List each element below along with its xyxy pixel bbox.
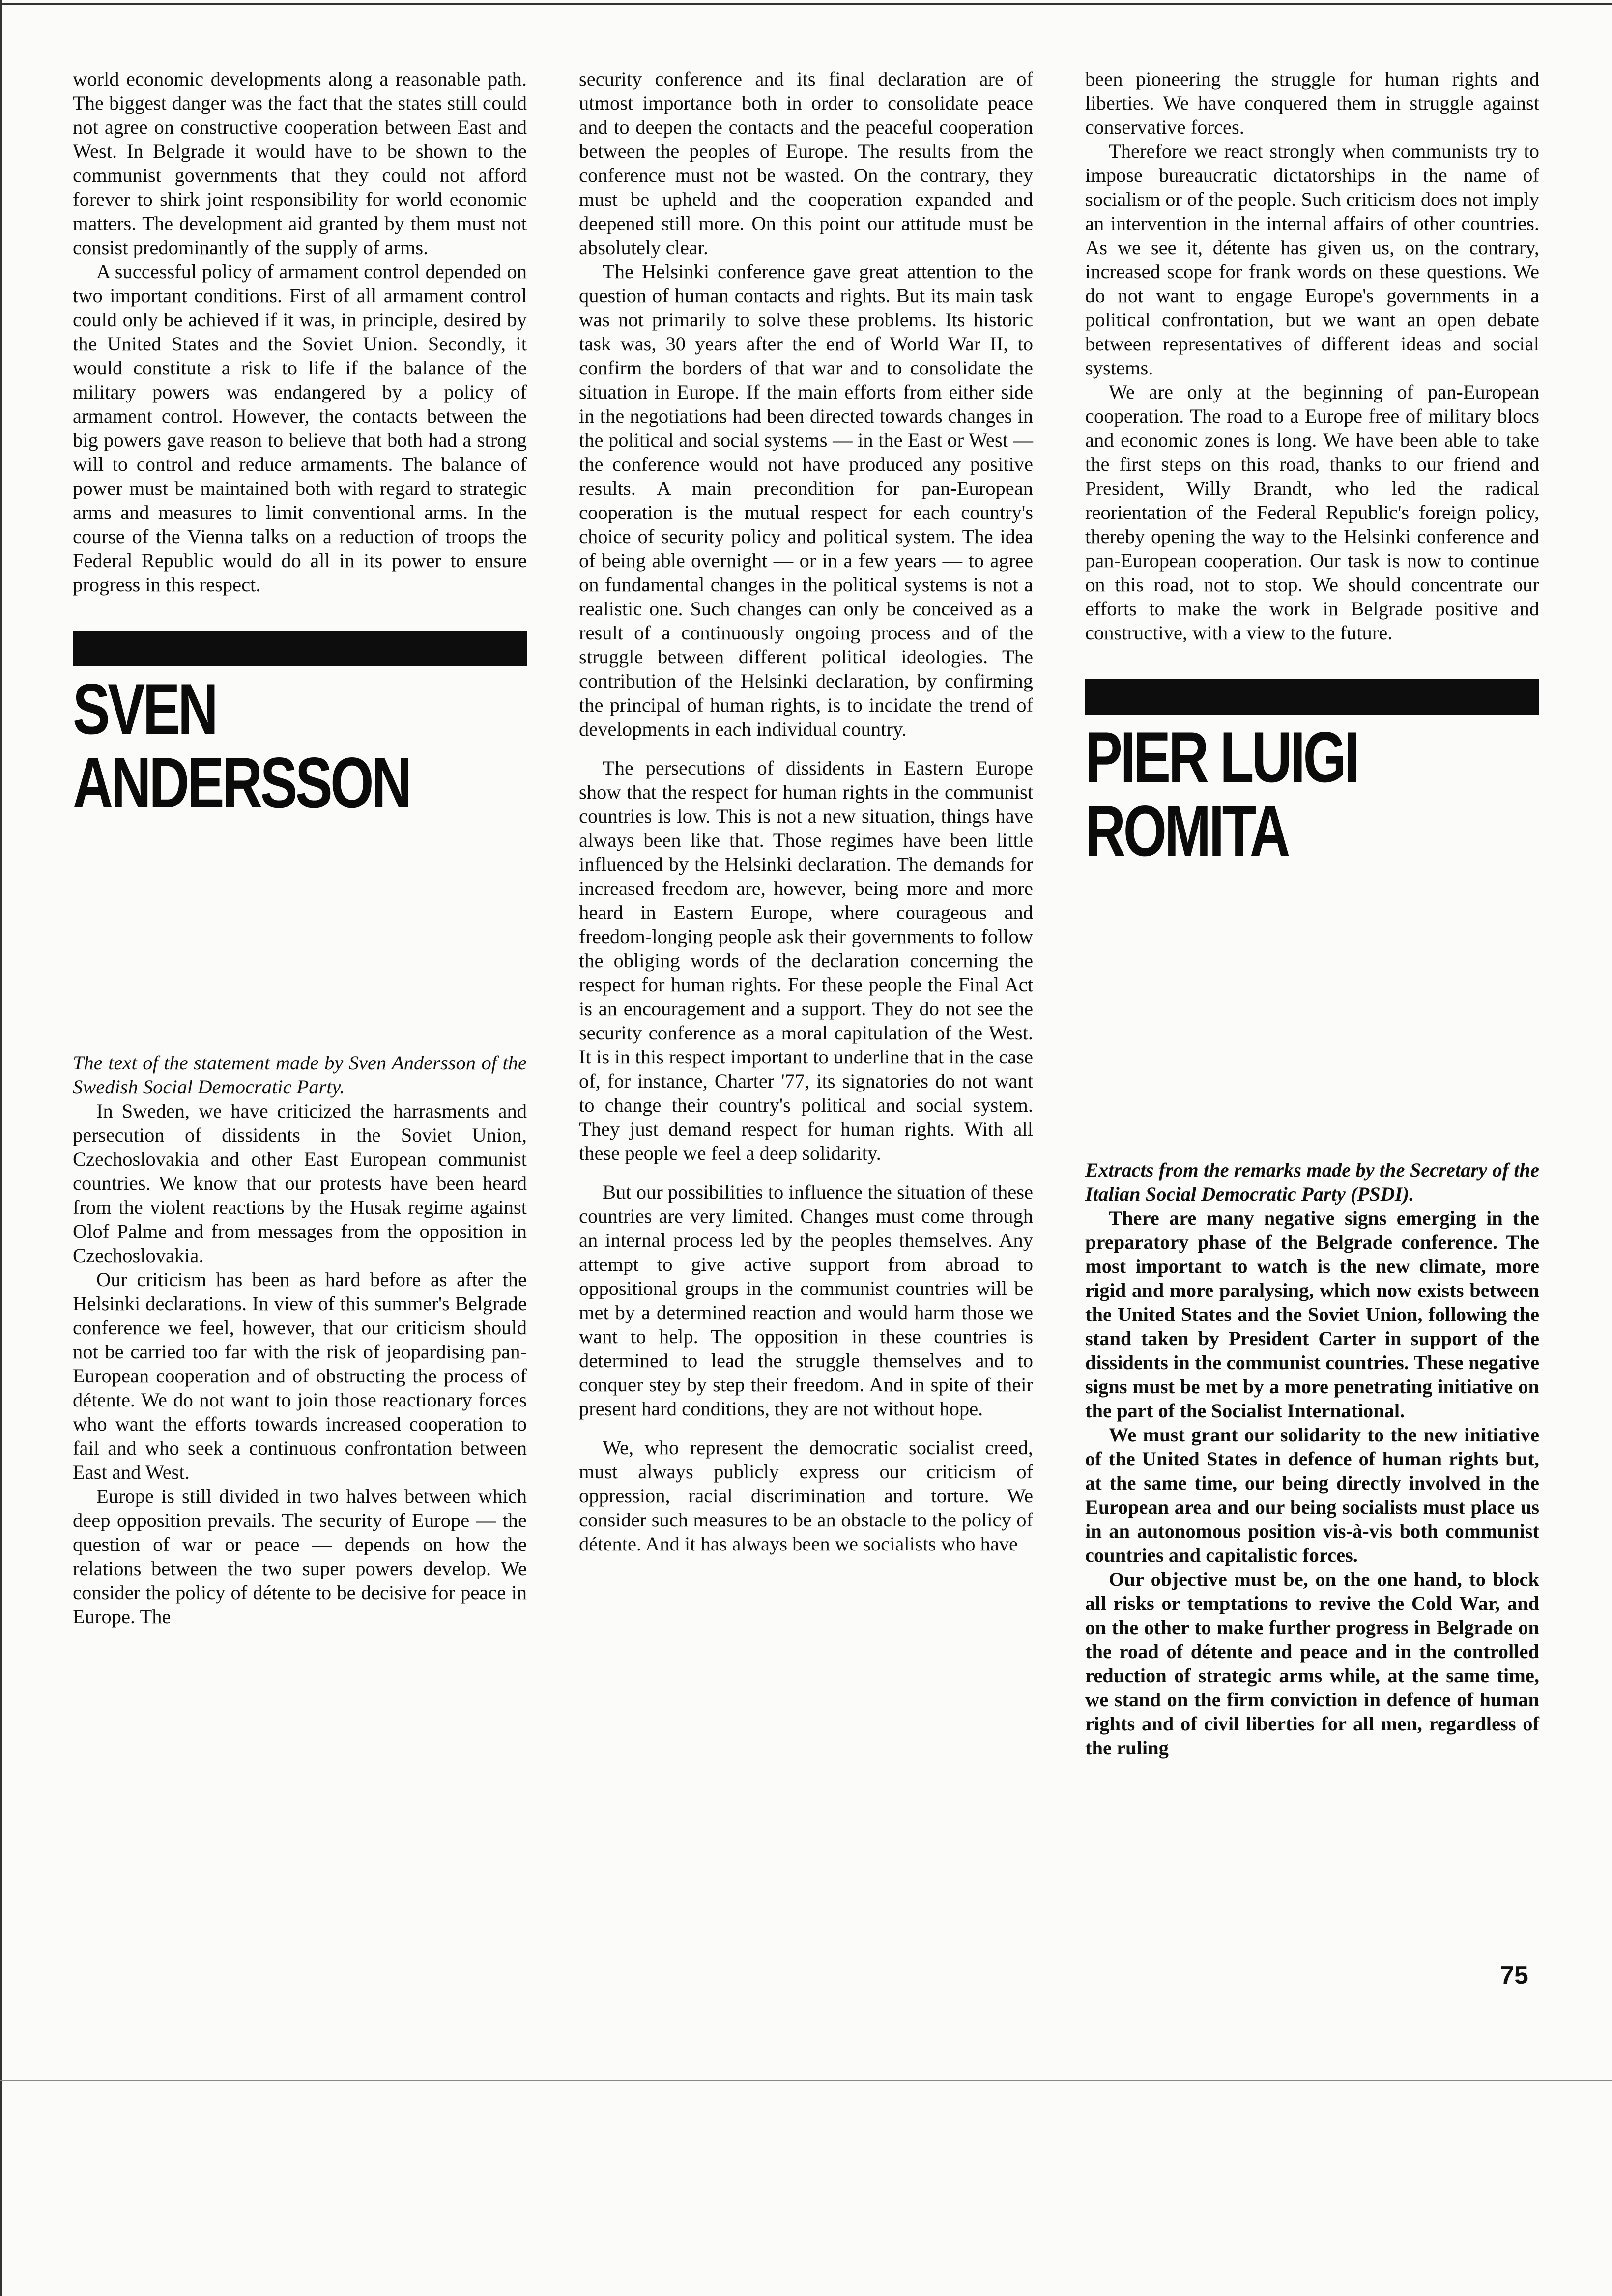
- col1-paragraph-1: world economic developments along a reasonable path. The biggest danger was the fact that the states still could not agree on constructive cooperation between East and West. In Belgrade it would have to be shown to the communist governments that they could not afford forever to shirk joint responsibility for world economic matters. The development aid granted by them must not consist predominantly of the supply of arms.: [73, 68, 527, 258]
- col2-paragraph-5: We, who represent the democratic socialist creed, must always publicly express our criticism of oppression, racial discrimination and torture. We consider such measures to be an obstacle to the policy of détente. And it has always been we socialists who have: [579, 1436, 1033, 1555]
- romita-body: [1085, 1158, 1539, 1760]
- romita-heading-bar: [1085, 679, 1539, 715]
- andersson-paragraph-1: In Sweden, we have criticized the harrasments and persecution of dissidents in the Soviet Union, Czechoslovakia and other East European communist countries. We know that our protests have been heard from the violent reactions by the Husak regime against Olof Palme and from messages from the opposition in Czechoslovakia.: [73, 1100, 527, 1266]
- romita-heading-block: [1085, 679, 1539, 871]
- romita-paragraph-1: There are many negative signs emerging in the preparatory phase of the Belgrade conference. The most important to watch is the new climate, more rigid and more paralysing, which now exists between the United States and the Soviet Union, following the stand taken by President Carter in support of the dissidents in the communist countries. These negative signs must be met by a more penetrating initiative on the part of the Socialist International.: [1085, 1207, 1539, 1422]
- col3-paragraph-3: We are only at the beginning of pan-European cooperation. The road to a Europe free of military blocs and economic zones is long. We have been able to take the first steps on this road, thanks to our friend and President, Willy Brandt, who led the radical reorientation of the Federal Republic's foreign policy, thereby opening the way to the Helsinki conference and pan-European cooperation. Our task is now to continue on this road, not to stop. We should concentrate our efforts to make the work in Belgrade positive and constructive, with a view to the future.: [1085, 381, 1539, 644]
- romita-intro: Extracts from the remarks made by the Secretary of the Italian Social Democratic Party (PSDI).: [1085, 1159, 1539, 1205]
- andersson-heading-block: [73, 631, 527, 823]
- right-column: [1085, 67, 1539, 2003]
- col3-paragraph-2: Therefore we react strongly when communists try to impose bureaucratic dictatorships in the name of socialism or of the people. Such criticism does not imply an intervention in the internal affairs of other countries. As we see it, détente has given us, on the contrary, increased scope for frank words on these questions. We do not want to engage Europe's governments in a political confrontation, but we want an open debate between representatives of different ideas and social systems.: [1085, 140, 1539, 379]
- andersson-heading-space: [73, 820, 527, 1051]
- andersson-paragraph-3: Europe is still divided in two halves between which deep opposition prevails. The security of Europe — the question of war or peace — depends on how the relations between the two super powers develop. We consider the policy of détente to be decisive for peace in Europe. The: [73, 1485, 527, 1628]
- col2-paragraph-2: The Helsinki conference gave great attention to the question of human contacts and rights. But its main task was not primarily to solve these problems. Its historic task was, 30 years after the end of World War II, to confirm the borders of that war and to consolidate the situation in Europe. If the main efforts from either side in the negotiations had been directed towards changes in the political and social systems — in the East or West — the conference would not have produced any positive results. A main precondition for pan-European cooperation is the mutual respect for each country's choice of security policy and political system. The idea of being able overnight — or in a few years — to agree on fundamental changes in the political systems is not a realistic one. Such changes can only be conceived as a result of a continuously ongoing process and of the struggle between different political ideologies. The contribution of the Helsinki declaration, by confirming the principal of human rights, is to incidate the trend of developments in each individual country.: [579, 260, 1033, 740]
- middle-column: [579, 67, 1033, 2003]
- bottom-border-rule: [0, 2080, 1612, 2081]
- col1-paragraph-2: A successful policy of armament control depended on two important conditions. First of all armament control could only be achieved if it was, in principle, desired by the United States and the Soviet Union. Secondly, it would constitute a risk to life if the balance of the military powers was endangered by a policy of armament control. However, the contacts between the big powers gave reason to believe that both had a strong will to control and reduce armaments. The balance of power must be maintained both with regard to strategic arms and measures to limit conventional arms. In the course of the Vienna talks on a reduction of troops the Federal Republic would do all in its power to ensure progress in this respect.: [73, 260, 527, 596]
- col3-paragraph-1: been pioneering the struggle for human rights and liberties. We have conquered them in struggle against conservative forces.: [1085, 68, 1539, 138]
- andersson-name-heading: SVEN ANDERSSON: [73, 669, 410, 823]
- romita-name-heading: PIER LUIGI ROMITA: [1085, 717, 1358, 871]
- andersson-heading-bar: [73, 631, 527, 666]
- andersson-paragraph-2: Our criticism has been as hard before as after the Helsinki declarations. In view of this summer's Belgrade conference we feel, however, that our criticism should not be carried too far with the risk of jeopardising pan-European cooperation and of obstructing the process of détente. We do not want to join those reactionary forces who want the efforts towards increased cooperation to fail and who seek a continuous confrontation between East and West.: [73, 1268, 527, 1483]
- romita-paragraph-3: Our objective must be, on the one hand, to block all risks or temptations to revive the Cold War, and on the other to make further progress in Belgrade on the road of détente and peace and in the controlled reduction of strategic arms while, at the same time, we stand on the firm conviction in defence of human rights and of civil liberties for all men, regardless of the ruling: [1085, 1568, 1539, 1759]
- col2-paragraph-4: But our possibilities to influence the situation of these countries are very limited. Changes must come through an internal process led by the peoples themselves. Any attempt to give active support from abroad to oppositional groups in the communist countries will be met by a determined reaction and would harm those we want to help. The opposition in these countries is determined to lead the struggle themselves and to conquer stey by step their freedom. And in spite of their present hard conditions, they are not without hope.: [579, 1181, 1033, 1420]
- page-number: 75: [1500, 1961, 1528, 1990]
- andersson-intro: The text of the statement made by Sven Andersson of the Swedish Social Democratic Party.: [73, 1052, 527, 1098]
- romita-heading-space: [1085, 868, 1539, 1158]
- top-border-rule: [0, 3, 1612, 5]
- col2-paragraph-3: The persecutions of dissidents in Eastern Europe show that the respect for human rights in the communist countries is low. This is not a new situation, things have always been like that. Those regimes have been little influenced by the Helsinki declaration. The demands for increased freedom are, however, being more and more heard in Eastern Europe, where courageous and freedom-longing people ask their governments to follow the obliging words of the declaration concerning the respect for human rights. For these people the Final Act is an encouragement and a support. They do not see the security conference as a moral capitulation of the West. It is in this respect important to underline that in the case of, for instance, Charter '77, its signatories do not want to change their country's political and social system. They just demand respect for human rights. With all these people we feel a deep solidarity.: [579, 757, 1033, 1164]
- romita-paragraph-2: We must grant our solidarity to the new initiative of the United States in defence of human rights but, at the same time, our being directly involved in the European area and our being socialists must place us in an autonomous position vis-à-vis both communist countries and capitalistic forces.: [1085, 1424, 1539, 1566]
- left-column: [73, 67, 527, 2003]
- left-border-rule: [0, 0, 2, 2296]
- col2-paragraph-1: security conference and its final declaration are of utmost importance both in order to consolidate peace and to deepen the contacts and the peaceful cooperation between the peoples of Europe. The results from the conference must not be wasted. On the contrary, they must be upheld and the cooperation expanded and deepened still more. On this point our attitude must be absolutely clear.: [579, 68, 1033, 258]
